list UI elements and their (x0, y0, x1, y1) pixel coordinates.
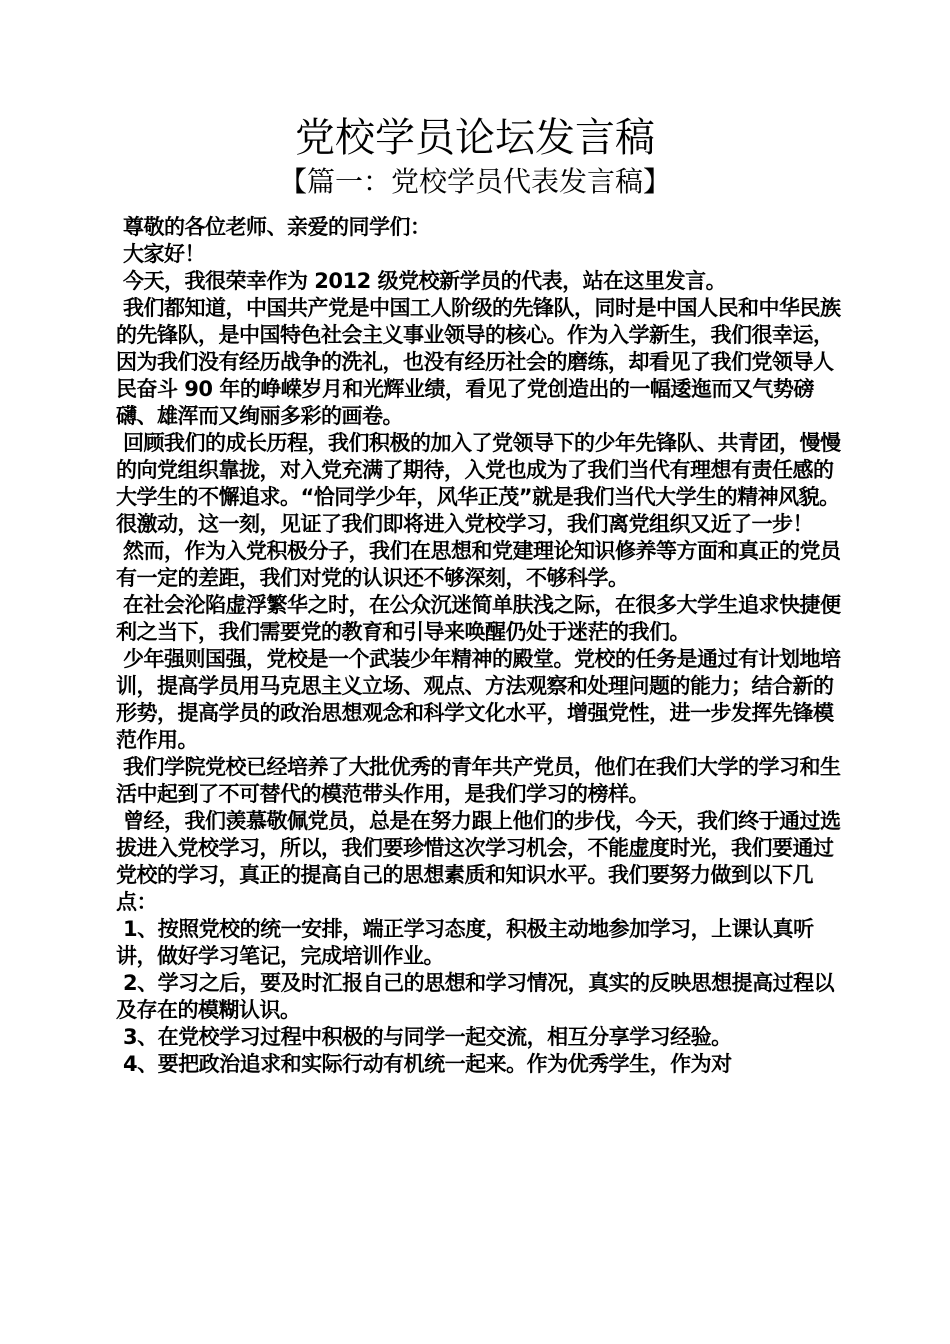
document-subtitle: 【篇一：党校学员代表发言稿】 (278, 165, 671, 198)
paragraph: 我们学院党校已经培养了大批优秀的青年共产党员，他们在我们大学的学习和生活中起到了不可替代的模范带头作用，是我们学习的榜样。 (116, 755, 841, 806)
paragraph: 我们都知道，中国共产党是中国工人阶级的先锋队，同时是中国人民和中华民族的先锋队，是中国特色社会主义事业领导的核心。作为入学新生，我们很幸运，因为我们没有经历战争的洗礼，也没有经历社会的磨练，却看见了我们党领导人民奋斗 90 年的峥嵘岁月和光辉业绩，看见了党创造出的一幅逶迤而又气势磅礴、雄浑而又绚丽多彩的画卷。 (116, 296, 841, 428)
list-item: 2、学习之后，要及时汇报自己的思想和学习情况，真实的反映思想提高过程以及存在的模糊认识。 (116, 971, 835, 1022)
document-body (116, 214, 844, 1078)
list-item: 4、要把政治追求和实际行动有机统一起来。作为优秀学生，作为对 (123, 1052, 732, 1076)
paragraph: 曾经，我们羡慕敬佩党员，总是在努力跟上他们的步伐，今天，我们终于通过选拔进入党校学习，所以，我们要珍惜这次学习机会，不能虚度时光，我们要通过党校的学习，真正的提高自己的思想素质和知识水平。我们要努力做到以下几点： (116, 809, 841, 914)
paragraph: 然而，作为入党积极分子，我们在思想和党建理论知识修养等方面和真正的党员有一定的差距，我们对党的认识还不够深刻，不够科学。 (116, 539, 841, 590)
document-title: 党校学员论坛发言稿 (295, 115, 655, 161)
salutation: 尊敬的各位老师、亲爱的同学们： (123, 215, 431, 239)
list-item: 3、在党校学习过程中积极的与同学一起交流，相互分享学习经验。 (123, 1025, 732, 1049)
paragraph: 在社会沦陷虚浮繁华之时，在公众沉迷简单肤浅之际，在很多大学生追求快捷便利之当下，我们需要党的教育和引导来唤醒仍处于迷茫的我们。 (116, 593, 841, 644)
paragraph: 少年强则国强，党校是一个武装少年精神的殿堂。党校的任务是通过有计划地培训，提高学员用马克思主义立场、观点、方法观察和处理问题的能力；结合新的形势，提高学员的政治思想观念和科学文化水平，增强党性，进一步发挥先锋模范作用。 (116, 647, 841, 752)
greeting: 大家好！ (123, 242, 205, 266)
list-item: 1、按照党校的统一安排，端正学习态度，积极主动地参加学习，上课认真听讲，做好学习笔记，完成培训作业。 (116, 917, 814, 968)
paragraph: 今天，我很荣幸作为 2012 级党校新学员的代表，站在这里发言。 (123, 269, 727, 293)
paragraph: 回顾我们的成长历程，我们积极的加入了党领导下的少年先锋队、共青团，慢慢的向党组织靠拢，对入党充满了期待，入党也成为了我们当代有理想有责任感的大学生的不懈追求。“恰同学少年，风华正茂”就是我们当代大学生的精神风貌。很激动，这一刻，见证了我们即将进入党校学习，我们离党组织又近了一步！ (116, 431, 841, 536)
